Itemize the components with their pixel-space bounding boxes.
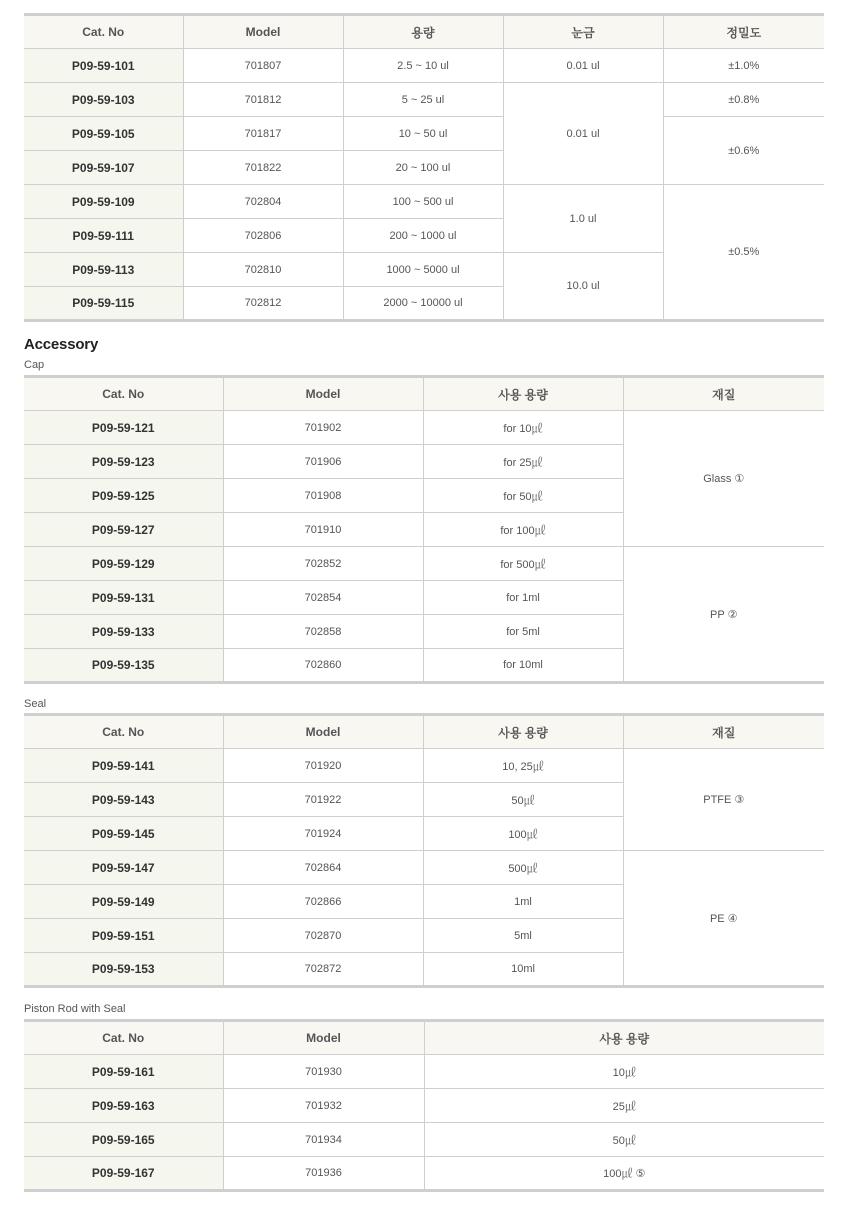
accuracy-cell: ±0.6% [663, 117, 824, 185]
model-cell: 702806 [183, 219, 343, 253]
cat-no-cell: P09-59-129 [24, 547, 223, 581]
model-cell: 702812 [183, 287, 343, 321]
cat-no-cell: P09-59-127 [24, 513, 223, 547]
cap-section-label: Cap [24, 359, 45, 371]
model-cell: 701932 [223, 1089, 424, 1123]
col-header-cat-no: Cat. No [24, 715, 223, 749]
cat-no-cell: P09-59-101 [24, 49, 183, 83]
model-cell: 701910 [223, 513, 423, 547]
use-capacity-cell: 5ml [423, 919, 623, 953]
cat-no-cell: P09-59-167 [24, 1157, 223, 1191]
use-capacity-cell: 1ml [423, 885, 623, 919]
cat-no-cell: P09-59-131 [24, 581, 223, 615]
table-header-row [24, 1021, 824, 1055]
graduation-cell: 0.01 ul [503, 83, 663, 185]
accuracy-cell: ±0.8% [663, 83, 824, 117]
cat-no-cell: P09-59-103 [24, 83, 183, 117]
table-header-row [24, 377, 824, 411]
use-capacity-cell: 100㎕ [423, 817, 623, 851]
model-cell: 701807 [183, 49, 343, 83]
model-cell: 702854 [223, 581, 423, 615]
accuracy-cell: ±0.5% [663, 185, 824, 321]
cat-no-cell: P09-59-161 [24, 1055, 223, 1089]
col-header-use-capacity: 사용 용량 [424, 1021, 824, 1055]
material-cell: PP ② [623, 547, 824, 683]
table-row [24, 1089, 824, 1123]
col-header-model: Model [223, 1021, 424, 1055]
use-capacity-cell: 50㎕ [423, 783, 623, 817]
col-header-model: Model [223, 377, 423, 411]
model-cell: 701906 [223, 445, 423, 479]
accessory-heading: Accessory [24, 336, 99, 353]
capacity-cell: 200 ~ 1000 ul [343, 219, 503, 253]
model-cell: 702870 [223, 919, 423, 953]
use-capacity-cell: 10, 25㎕ [423, 749, 623, 783]
use-capacity-cell: for 100㎕ [423, 513, 623, 547]
cat-no-cell: P09-59-123 [24, 445, 223, 479]
use-capacity-cell: 100㎕ ⑤ [424, 1157, 824, 1191]
model-cell: 701822 [183, 151, 343, 185]
col-header-model: Model [183, 15, 343, 49]
col-header-model: Model [223, 715, 423, 749]
table-row [24, 749, 824, 783]
accuracy-cell: ±1.0% [663, 49, 824, 83]
use-capacity-cell: for 50㎕ [423, 479, 623, 513]
seal-table [24, 713, 824, 988]
model-cell: 701902 [223, 411, 423, 445]
piston-rod-section-label: Piston Rod with Seal [24, 1003, 126, 1015]
table-row [24, 851, 824, 885]
col-header-use-capacity: 사용 용량 [423, 715, 623, 749]
seal-section-label: Seal [24, 698, 47, 710]
model-cell: 701930 [223, 1055, 424, 1089]
cat-no-cell: P09-59-163 [24, 1089, 223, 1123]
cat-no-cell: P09-59-133 [24, 615, 223, 649]
cap-table [24, 375, 824, 684]
use-capacity-cell: for 10ml [423, 649, 623, 683]
model-cell: 701922 [223, 783, 423, 817]
col-header-cat-no: Cat. No [24, 1021, 223, 1055]
model-cell: 701920 [223, 749, 423, 783]
pipette-spec-table [24, 13, 824, 322]
col-header-accuracy: 정밀도 [663, 15, 824, 49]
table-row [24, 185, 824, 219]
table-row [24, 117, 824, 151]
col-header-capacity: 용량 [343, 15, 503, 49]
cat-no-cell: P09-59-143 [24, 783, 223, 817]
col-header-use-capacity: 사용 용량 [423, 377, 623, 411]
cat-no-cell: P09-59-113 [24, 253, 183, 287]
table-row [24, 83, 824, 117]
use-capacity-cell: for 10㎕ [423, 411, 623, 445]
capacity-cell: 2.5 ~ 10 ul [343, 49, 503, 83]
col-header-material: 재질 [623, 377, 824, 411]
material-cell: Glass ① [623, 411, 824, 547]
table-header-row [24, 715, 824, 749]
cat-no-cell: P09-59-105 [24, 117, 183, 151]
capacity-cell: 10 ~ 50 ul [343, 117, 503, 151]
use-capacity-cell: for 500㎕ [423, 547, 623, 581]
graduation-cell: 1.0 ul [503, 185, 663, 253]
cat-no-cell: P09-59-165 [24, 1123, 223, 1157]
cat-no-cell: P09-59-135 [24, 649, 223, 683]
use-capacity-cell: 10㎕ [424, 1055, 824, 1089]
cat-no-cell: P09-59-151 [24, 919, 223, 953]
model-cell: 701908 [223, 479, 423, 513]
model-cell: 702804 [183, 185, 343, 219]
model-cell: 702872 [223, 953, 423, 987]
capacity-cell: 2000 ~ 10000 ul [343, 287, 503, 321]
table-row [24, 1055, 824, 1089]
use-capacity-cell: for 5ml [423, 615, 623, 649]
graduation-cell: 10.0 ul [503, 253, 663, 321]
model-cell: 701812 [183, 83, 343, 117]
capacity-cell: 1000 ~ 5000 ul [343, 253, 503, 287]
model-cell: 702810 [183, 253, 343, 287]
col-header-graduation: 눈금 [503, 15, 663, 49]
graduation-cell: 0.01 ul [503, 49, 663, 83]
table-row [24, 49, 824, 83]
use-capacity-cell: 10ml [423, 953, 623, 987]
cat-no-cell: P09-59-121 [24, 411, 223, 445]
use-capacity-cell: for 1ml [423, 581, 623, 615]
cat-no-cell: P09-59-141 [24, 749, 223, 783]
cat-no-cell: P09-59-111 [24, 219, 183, 253]
material-cell: PTFE ③ [623, 749, 824, 851]
model-cell: 701924 [223, 817, 423, 851]
model-cell: 702852 [223, 547, 423, 581]
model-cell: 702860 [223, 649, 423, 683]
model-cell: 701817 [183, 117, 343, 151]
table-header-row [24, 15, 824, 49]
cat-no-cell: P09-59-147 [24, 851, 223, 885]
table-row [24, 547, 824, 581]
piston-rod-table [24, 1019, 824, 1192]
col-header-cat-no: Cat. No [24, 15, 183, 49]
cat-no-cell: P09-59-115 [24, 287, 183, 321]
model-cell: 702864 [223, 851, 423, 885]
col-header-cat-no: Cat. No [24, 377, 223, 411]
model-cell: 701934 [223, 1123, 424, 1157]
use-capacity-cell: 500㎕ [423, 851, 623, 885]
use-capacity-cell: 50㎕ [424, 1123, 824, 1157]
use-capacity-cell: 25㎕ [424, 1089, 824, 1123]
cat-no-cell: P09-59-145 [24, 817, 223, 851]
model-cell: 702858 [223, 615, 423, 649]
table-row [24, 411, 824, 445]
table-row [24, 1157, 824, 1191]
cat-no-cell: P09-59-153 [24, 953, 223, 987]
use-capacity-cell: for 25㎕ [423, 445, 623, 479]
material-cell: PE ④ [623, 851, 824, 987]
cat-no-cell: P09-59-149 [24, 885, 223, 919]
table-row [24, 1123, 824, 1157]
capacity-cell: 100 ~ 500 ul [343, 185, 503, 219]
cat-no-cell: P09-59-109 [24, 185, 183, 219]
cat-no-cell: P09-59-125 [24, 479, 223, 513]
col-header-material: 재질 [623, 715, 824, 749]
capacity-cell: 20 ~ 100 ul [343, 151, 503, 185]
capacity-cell: 5 ~ 25 ul [343, 83, 503, 117]
model-cell: 702866 [223, 885, 423, 919]
cat-no-cell: P09-59-107 [24, 151, 183, 185]
model-cell: 701936 [223, 1157, 424, 1191]
